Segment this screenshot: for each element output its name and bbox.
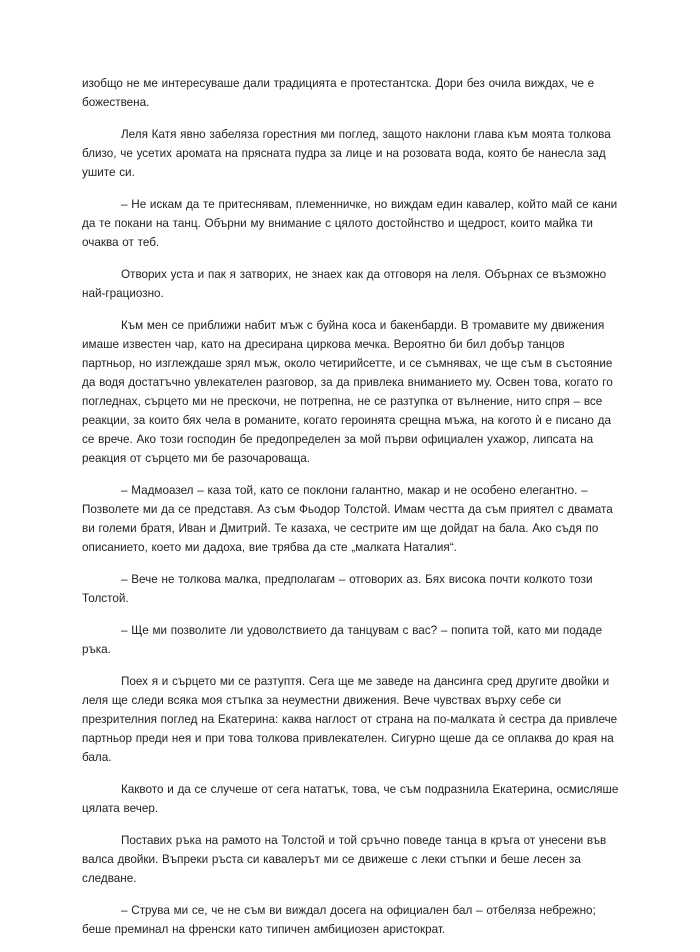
paragraph: Каквото и да се случеше от сега нататък, това, че съм подразнила Екатерина, осмисляше цялата вечер. xyxy=(82,783,619,815)
paragraph: Поех я и сърцето ми се разтуптя. Сега ще ме заведе на дансинга сред другите двойки и леля ще следи всяка моя стъпка за неуместни движения. Вече чувствах върху себе си презрителния поглед на Екатерина: каква наглост от страна на по-малката ѝ сестра да привлече партньор преди нея и при това толкова привлекателен. Сигурно щеше да се оплаква до края на бала. xyxy=(82,675,618,764)
paragraph: изобщо не ме интересуваше дали традицията е протестантска. Дори без очила виждах, че е божествена. xyxy=(82,77,595,109)
paragraph: – Не искам да те притеснявам, племенничке, но виждам един кавалер, който май се кани да те покани на танц. Обърни му внимание с цялото достойнство и щедрост, които майка ти очаква от теб. xyxy=(82,198,618,249)
paragraph: – Мадмоазел – каза той, като се поклони галантно, макар и не особено елегантно. – Позволете ми да се представя. Аз съм Фьодор Толстой. Имам честта да съм приятел с двамата ви големи братя, Иван и Дмитрий. Те казаха, че сестрите им ще дойдат на бала. Ако съдя по описанието, което ми дадоха, вие трябва да сте „малката Наталия“. xyxy=(82,484,613,554)
paragraph: – Струва ми се, че не съм ви виждал досега на официален бал – отбеляза небрежно; беше преминал на френски като типичен амбициозен аристократ. xyxy=(82,904,596,936)
paragraph: – Вече не толкова малка, предполагам – отговорих аз. Бях висока почти колкото този Толстой. xyxy=(82,573,593,605)
paragraph: Леля Катя явно забеляза горестния ми поглед, защото наклони глава към моята толкова близо, че усетих аромата на прясната пудра за лице и на розовата вода, която бе нанесла зад ушите си. xyxy=(82,128,611,179)
body-text xyxy=(82,74,620,952)
paragraph: Отворих уста и пак я затворих, не знаех как да отговоря на леля. Обърнах се възможно най-грациозно. xyxy=(82,268,607,300)
paragraph: Към мен се приближи набит мъж с буйна коса и бакенбарди. В тромавите му движения имаше известен чар, като на дресирана циркова мечка. Вероятно би бил добър танцов партньор, но изглеждаше зрял мъж, около четирийсетте, и се съмнявах, че ще съм в състояние да водя достатъчно увлекателен разговор, за да привлека вниманието му. Освен това, когато го погледнах, сърцето ми не прескочи, не потрепна, не се разтупка от вълнение, нито спря – все реакции, за които бях чела в романите, когато героинята срещна мъжа, на когото ѝ е писано да се вречe. Ако този господин бе предопределен за мой първи официален ухажор, липсата на реакция от сърцето ми бе разочароваща. xyxy=(82,319,613,465)
paragraph: – Ще ми позволите ли удоволствието да танцувам с вас? – попита той, като ми подаде ръка. xyxy=(82,624,603,656)
paragraph: Поставих ръка на рамото на Толстой и той сръчно поведе танца в кръга от унесени във валса двойки. Въпреки ръста си кавалерът ми се движеше с леки стъпки и беше лесен за следване. xyxy=(82,834,607,885)
